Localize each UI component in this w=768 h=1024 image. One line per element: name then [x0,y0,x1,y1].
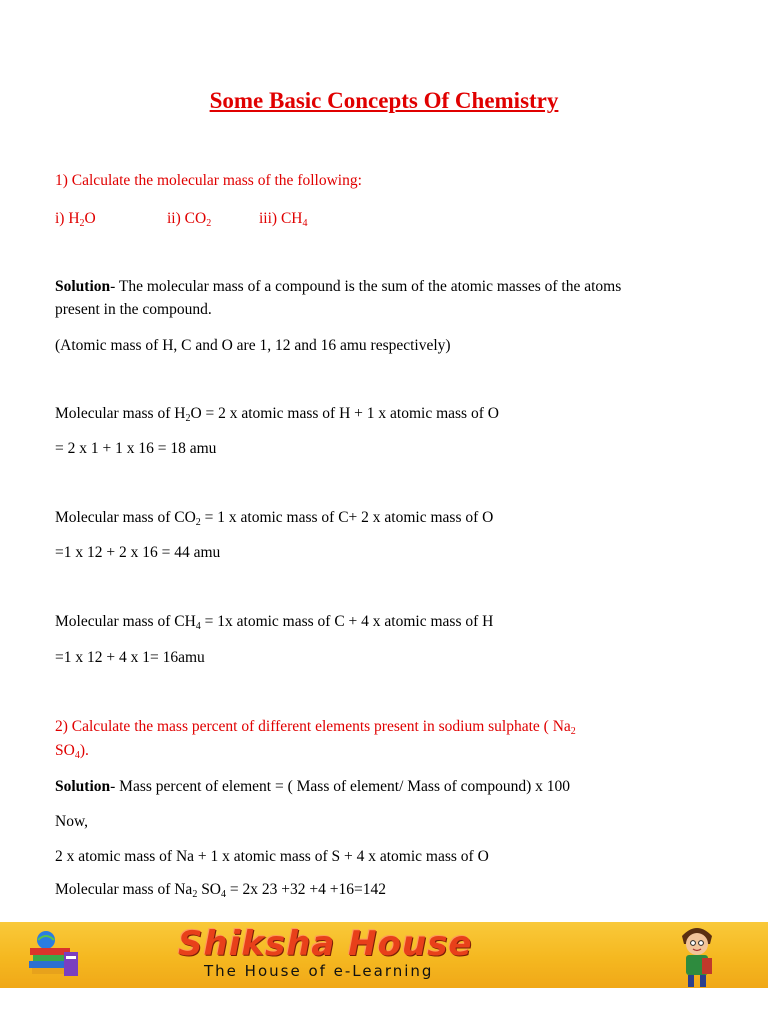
question-1-option-1: i) $H_2O$ [55,210,96,229]
solution-label: Solution [55,278,111,295]
question-1-option-2: ii) $CO_2$ [167,210,212,229]
now-label: Now, [55,813,89,830]
sodium-sulphate-molecular-mass: Molecular mass of $Na_2$ $SO_4 = 2x$ 23 +32 +4 +16=142 [55,881,386,900]
co2-calculation: =1 x 12 + 2 x 16 = 44 amu [55,544,221,561]
ch4-calculation: =1 x 12 + 4 x 1= 16amu [55,649,205,666]
brand-logo-text: Shiksha House [178,924,473,964]
student-mascot-icon [672,922,722,988]
sodium-sulphate-expression: 2 x atomic mass of Na + 1 x atomic mass of S + 4 x atomic mass of O [55,848,489,865]
co2-formula: Molecular mass of $CO_2 = 1$ x atomic mass of C+ 2 x atomic mass of O [55,509,494,528]
page-title: Some Basic Concepts Of Chemistry [209,88,559,113]
solution-label: Solution [55,778,111,795]
shiksha-house-banner [0,922,768,988]
question-1-prompt: 1) Calculate the molecular mass of the following: [55,172,362,189]
brand-tagline: The House of e-Learning [204,962,434,980]
question-2-line-1: 2) Calculate the mass percent of different elements present in sodium sulphate ( $Na_2$ [55,718,576,737]
solution-1-line-2: present in the compound. [55,301,212,318]
ch4-formula: Molecular mass of $CH_4 = 1x$ atomic mass of C + 4 x atomic mass of H [55,613,494,632]
h2o-formula: Molecular mass of $H_2O = 2$ x atomic mass of H + 1 x atomic mass of O [55,405,499,424]
books-icon [24,928,82,982]
h2o-calculation: = 2 x 1 + 1 x 16 = 18 amu [55,440,217,457]
solution-2-line: Solution- Mass percent of element = ( Mass of element/ Mass of compound) x 100 [55,778,570,795]
question-1-option-3: iii) $CH_4$ [259,210,308,229]
question-2-line-2: $SO_4$). [55,742,89,761]
solution-1-line-1: Solution- The molecular mass of a compound is the sum of the atomic masses of the atoms [55,278,622,295]
atomic-mass-note: (Atomic mass of H, C and O are 1, 12 and 16 amu respectively) [55,337,451,354]
